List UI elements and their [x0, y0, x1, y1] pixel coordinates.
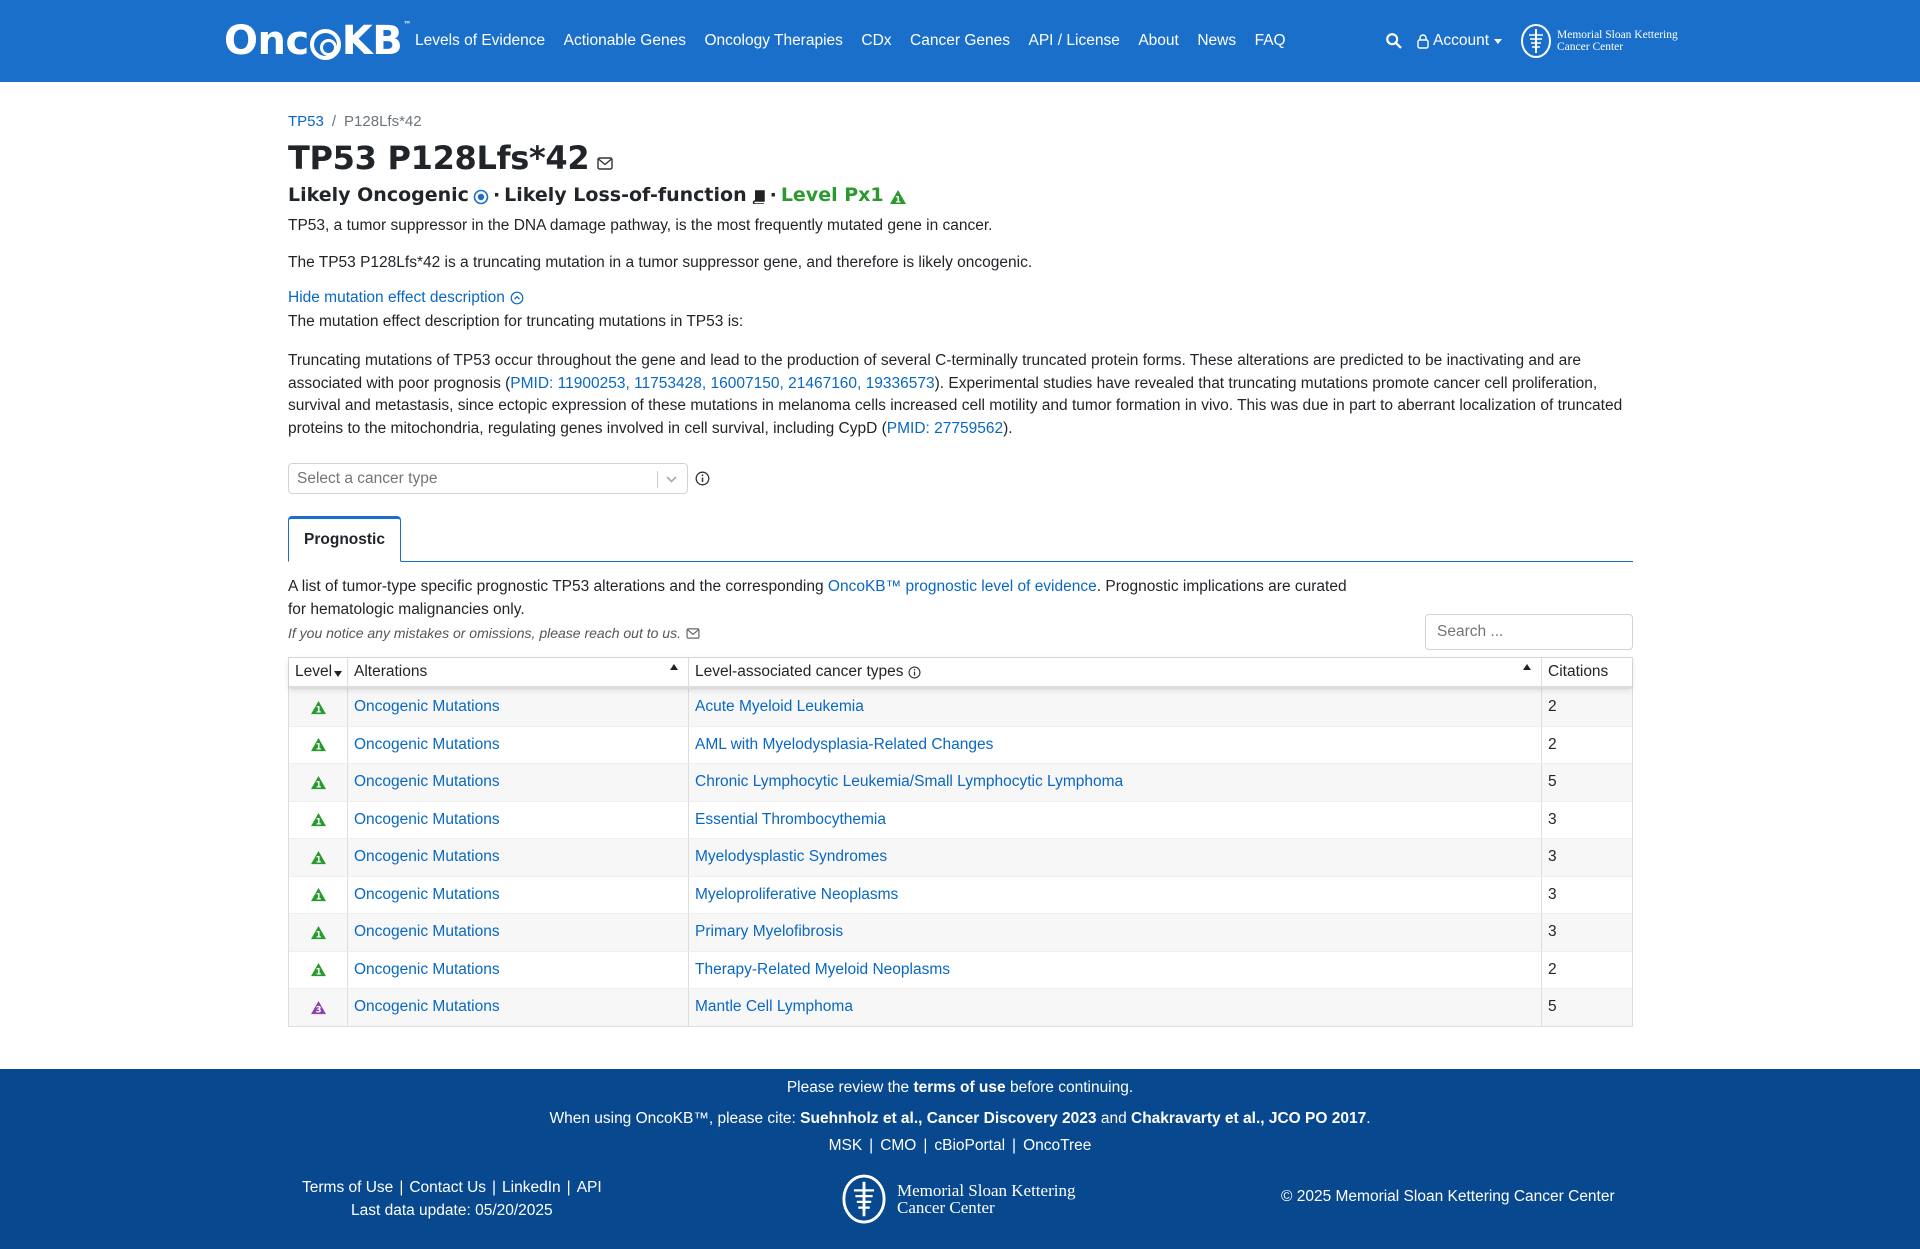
alteration-link[interactable]: Oncogenic Mutations: [354, 848, 500, 866]
level-label: Level Px1: [780, 184, 884, 206]
table-search-input[interactable]: [1425, 614, 1633, 650]
citations-cell[interactable]: 2: [1548, 698, 1557, 716]
alteration-cell: [348, 877, 689, 914]
level-icon: [310, 1000, 327, 1015]
logo-o-icon: [310, 29, 341, 60]
header-level-label: Level: [295, 663, 333, 680]
cancer-type-link[interactable]: Myeloproliferative Neoplasms: [695, 885, 899, 903]
header-alterations-label: Alterations: [354, 663, 428, 680]
alteration-cell: [348, 839, 689, 876]
footer-link-contact[interactable]: Contact Us: [409, 1179, 487, 1196]
nav-actionable-genes[interactable]: Actionable Genes: [563, 32, 686, 49]
alteration-link[interactable]: Oncogenic Mutations: [354, 698, 500, 716]
table-header: [289, 658, 1632, 688]
cancer-type-cell: [689, 689, 1542, 726]
cancer-type-cell: [689, 989, 1542, 1026]
nav-faq[interactable]: FAQ: [1254, 32, 1286, 49]
cancer-type-link[interactable]: Acute Myeloid Leukemia: [695, 698, 864, 716]
cancer-type-cell: [689, 764, 1542, 801]
alteration-link[interactable]: Oncogenic Mutations: [354, 960, 500, 978]
treatment-tabs: [288, 516, 1633, 562]
level-icon: [310, 812, 327, 827]
level-icon: [310, 850, 327, 865]
nav-levels-of-evidence[interactable]: Levels of Evidence: [415, 32, 546, 49]
sort-desc-icon: [334, 671, 342, 677]
citations-cell[interactable]: 3: [1548, 848, 1557, 866]
alteration-link[interactable]: Oncogenic Mutations: [354, 735, 500, 753]
cancer-type-link[interactable]: Mantle Cell Lymphoma: [695, 998, 853, 1016]
level-icon: [310, 737, 327, 752]
mutation-effect-description: [288, 350, 1633, 440]
level-cell: [289, 914, 348, 951]
footer-last-update: Last data update: 05/20/2025: [350, 1202, 553, 1219]
mail-icon-small[interactable]: [686, 628, 700, 639]
footer-link-cbioportal[interactable]: cBioPortal: [934, 1137, 1006, 1154]
nav-oncology-therapies[interactable]: Oncology Therapies: [704, 32, 843, 49]
alteration-cell: [348, 989, 689, 1026]
footer: [0, 1069, 1920, 1249]
logo-text-b: KB: [341, 18, 403, 64]
table-row: [289, 913, 1632, 951]
breadcrumb: [288, 113, 422, 130]
alteration-cell: [348, 914, 689, 951]
footer-left-links: [302, 1176, 602, 1199]
svg-text:1: 1: [315, 929, 321, 940]
prognostic-description: [288, 575, 1358, 621]
cancer-type-link[interactable]: Essential Thrombocythemia: [695, 810, 886, 828]
svg-text:1: 1: [894, 195, 901, 205]
separator-dot-2: ·: [769, 184, 777, 206]
mail-icon[interactable]: [597, 157, 613, 170]
alteration-link[interactable]: Oncogenic Mutations: [354, 885, 500, 903]
alteration-link[interactable]: Oncogenic Mutations: [354, 810, 500, 828]
nav-cdx[interactable]: CDx: [861, 32, 892, 49]
footer-terms-notice: [0, 1079, 1920, 1097]
alteration-cell: [348, 952, 689, 989]
pmid-link-2[interactable]: PMID: 27759562: [886, 419, 1004, 437]
footer-citation: [0, 1110, 1920, 1128]
msk-logo-text: [1557, 29, 1678, 53]
nav-right: [1385, 0, 1678, 82]
cancer-type-cell: [689, 802, 1542, 839]
info-icon[interactable]: [695, 471, 710, 486]
table-row: [289, 988, 1632, 1026]
chevron-up-circle-icon: [510, 291, 524, 305]
breadcrumb-separator: /: [331, 113, 337, 130]
variant-summary: The TP53 P128Lfs*42 is a truncating mutation in a tumor suppressor gene, and therefore is likely oncogenic.: [288, 254, 1033, 271]
header-cancer-types-label: Level-associated cancer types: [695, 663, 904, 680]
level-cell: [289, 839, 348, 876]
nav-news[interactable]: News: [1197, 32, 1237, 49]
cancer-type-placeholder: Select a cancer type: [297, 469, 438, 487]
footer-cite-paper-2[interactable]: Chakravarty et al., JCO PO 2017: [1131, 1110, 1367, 1127]
citations-cell[interactable]: 3: [1548, 810, 1557, 828]
select-divider: [657, 471, 658, 488]
oncogenicity-label: Likely Oncogenic: [288, 184, 469, 206]
header-citations[interactable]: [1542, 658, 1632, 686]
nav-links: [415, 0, 1304, 82]
gene-summary: TP53, a tumor suppressor in the DNA damage pathway, is the most frequently mutated gene in cancer.: [288, 217, 993, 234]
account-label: Account: [1433, 32, 1490, 49]
mutation-effect-part3: ).: [1003, 419, 1013, 437]
prognostic-level-link[interactable]: OncoKB™ prognostic level of evidence: [827, 578, 1097, 595]
level-icon: [310, 775, 327, 790]
footer-sep: |: [566, 1179, 571, 1196]
level-icon: [310, 925, 327, 940]
cancer-type-link[interactable]: AML with Myelodysplasia-Related Changes: [695, 735, 994, 753]
svg-text:1: 1: [315, 816, 321, 827]
feedback-notice: [288, 625, 700, 641]
prognostic-desc-b: . Prognostic implications are curated for hematologic malignancies only.: [288, 578, 1347, 618]
footer-link-msk[interactable]: MSK: [828, 1137, 863, 1154]
level-cell: [289, 877, 348, 914]
citations-cell[interactable]: 3: [1548, 885, 1557, 903]
cancer-type-link[interactable]: Myelodysplastic Syndromes: [695, 848, 888, 866]
level-cell: [289, 727, 348, 764]
mutation-effect-intro: The mutation effect description for truncating mutations in TP53 is:: [288, 313, 744, 330]
alteration-cell: [348, 689, 689, 726]
cancer-type-select[interactable]: [288, 463, 688, 494]
prognostic-table: [288, 657, 1633, 1027]
table-row: [289, 838, 1632, 876]
header-cancer-types[interactable]: [689, 658, 1542, 686]
header-level[interactable]: [289, 658, 348, 686]
citations-cell[interactable]: 5: [1548, 773, 1557, 791]
footer-sep: |: [1012, 1137, 1017, 1154]
cancer-type-link[interactable]: Chronic Lymphocytic Leukemia/Small Lymphocytic Lymphoma: [695, 773, 1124, 791]
svg-text:1: 1: [315, 891, 321, 902]
info-icon-header[interactable]: [908, 666, 921, 679]
cancer-type-cell: [689, 839, 1542, 876]
nav-api-license[interactable]: API / License: [1028, 32, 1120, 49]
book-icon[interactable]: [752, 190, 766, 204]
svg-text:1: 1: [315, 966, 321, 977]
sort-asc-icon: [670, 664, 678, 670]
breadcrumb-current: P128Lfs*42: [344, 113, 422, 130]
level-cell: [289, 689, 348, 726]
table-row: [289, 801, 1632, 839]
prognostic-desc-a: A list of tumor-type specific prognostic TP53 alterations and the corresponding: [288, 578, 828, 595]
svg-text:1: 1: [315, 741, 321, 752]
footer-external-links: [0, 1137, 1920, 1155]
nav-cancer-genes[interactable]: Cancer Genes: [910, 32, 1010, 49]
footer-link-linkedin[interactable]: LinkedIn: [502, 1179, 561, 1196]
level-cell: [289, 989, 348, 1026]
footer-sep: |: [923, 1137, 928, 1154]
msk-logo[interactable]: [1520, 23, 1678, 59]
oncokb-logo[interactable]: [224, 20, 411, 62]
footer-sep: |: [869, 1137, 874, 1154]
svg-text:1: 1: [315, 704, 321, 715]
lock-icon: [1417, 34, 1429, 49]
msk-emblem-icon: [841, 1173, 887, 1225]
citations-cell[interactable]: 5: [1548, 998, 1557, 1016]
cancer-type-link[interactable]: Primary Myelofibrosis: [695, 923, 844, 941]
citations-cell[interactable]: 2: [1548, 735, 1557, 753]
logo-text-a: Onc: [224, 18, 309, 64]
alteration-cell: [348, 802, 689, 839]
feedback-notice-text: If you notice any mistakes or omissions, please reach out to us.: [288, 625, 681, 641]
footer-sep: |: [492, 1179, 497, 1196]
alteration-link[interactable]: Oncogenic Mutations: [354, 923, 500, 941]
breadcrumb-gene-link[interactable]: TP53: [288, 113, 324, 130]
level-px1-icon: [889, 189, 907, 205]
footer-msk-line2: Cancer Center: [897, 1198, 995, 1217]
sort-asc-icon: [1523, 664, 1531, 670]
hide-mutation-effect-link[interactable]: Hide mutation effect description: [288, 289, 505, 306]
page-title: [288, 139, 613, 177]
level-icon: [310, 887, 327, 902]
page-title-text: TP53 P128Lfs*42: [288, 139, 590, 177]
nav-about[interactable]: About: [1138, 32, 1179, 49]
footer-terms-link[interactable]: terms of use: [913, 1079, 1006, 1096]
footer-link-api[interactable]: API: [576, 1179, 602, 1196]
footer-left: [302, 1176, 602, 1222]
alteration-link[interactable]: Oncogenic Mutations: [354, 773, 500, 791]
cancer-type-cell: [689, 914, 1542, 951]
svg-text:1: 1: [315, 854, 321, 865]
footer-cite-paper-1[interactable]: Suehnholz et al., Cancer Discovery 2023: [800, 1110, 1097, 1127]
citations-cell[interactable]: 2: [1548, 960, 1557, 978]
alteration-cell: [348, 727, 689, 764]
mutation-effect-part2: ). Experimental studies have revealed that truncating mutations promote cancer cell proliferation, survival and metastasis, since ectopic expression of these mutations in melanoma cells increased cell motility and tumor formation in vivo. This was due in part to aberrant localization of truncated proteins to the mitochondria, regulating genes involved in cell survival, including CypD (: [288, 374, 1623, 437]
level-icon: [310, 700, 327, 715]
footer-msk-logo[interactable]: [841, 1173, 1075, 1225]
account-dropdown[interactable]: [1417, 32, 1502, 50]
msk-emblem-icon: [1520, 23, 1552, 59]
footer-cite-and: and: [1096, 1110, 1132, 1127]
table-row: [289, 951, 1632, 989]
pmid-link-1[interactable]: PMID: 11900253, 11753428, 16007150, 21467160, 19336573: [510, 374, 935, 392]
header-citations-label: Citations: [1548, 663, 1609, 680]
top-navbar: [0, 0, 1920, 82]
footer-cite-end: .: [1366, 1110, 1371, 1127]
search-icon[interactable]: [1385, 32, 1403, 50]
caret-down-icon: [1494, 39, 1502, 44]
logo-tm: ™: [403, 20, 411, 29]
table-row: [289, 876, 1632, 914]
svg-text:1: 1: [315, 779, 321, 790]
mutation-effect-label: Likely Loss-of-function: [504, 184, 747, 206]
footer-copyright: © 2025 Memorial Sloan Kettering Cancer Center: [1281, 1188, 1615, 1205]
cancer-type-cell: [689, 952, 1542, 989]
alteration-cell: [348, 764, 689, 801]
footer-sep: |: [399, 1179, 404, 1196]
citations-cell[interactable]: 3: [1548, 923, 1557, 941]
table-body: [289, 688, 1632, 1026]
table-row: [289, 688, 1632, 726]
tab-prognostic[interactable]: Prognostic: [288, 516, 401, 562]
variant-annotation-summary: [288, 184, 907, 206]
footer-link-oncotree[interactable]: OncoTree: [1023, 1137, 1092, 1154]
footer-link-terms[interactable]: Terms of Use: [302, 1179, 394, 1196]
level-cell: [289, 802, 348, 839]
msk-line1: Memorial Sloan Kettering: [1557, 29, 1678, 41]
footer-msk-line1: Memorial Sloan Kettering: [897, 1181, 1076, 1200]
separator-dot: ·: [492, 184, 501, 206]
table-row: [289, 763, 1632, 801]
cancer-type-cell: [689, 877, 1542, 914]
svg-text:3: 3: [315, 1004, 321, 1015]
cancer-type-cell: [689, 727, 1542, 764]
msk-line2: Cancer Center: [1557, 41, 1624, 53]
chevron-down-icon[interactable]: [665, 473, 678, 485]
header-alterations[interactable]: [348, 658, 689, 686]
level-icon: [310, 962, 327, 977]
footer-link-cmo[interactable]: CMO: [880, 1137, 917, 1154]
table-row: [289, 726, 1632, 764]
cancer-type-link[interactable]: Therapy-Related Myeloid Neoplasms: [695, 960, 951, 978]
level-cell: [289, 764, 348, 801]
alteration-link[interactable]: Oncogenic Mutations: [354, 998, 500, 1016]
footer-cite-a: When using OncoKB™, please cite:: [549, 1110, 801, 1127]
footer-review-a: Please review the: [786, 1079, 914, 1096]
mutation-effect-part1: Truncating mutations of TP53 occur throughout the gene and lead to the production of several C-terminally truncated protein forms. These alterations are predicted to be inactivating and are associated with poor prognosis (: [288, 352, 1581, 392]
hide-mutation-effect-toggle[interactable]: [288, 289, 524, 307]
oncogenic-icon: [473, 189, 489, 205]
level-cell: [289, 952, 348, 989]
footer-msk-text: [897, 1182, 1075, 1216]
footer-review-b: before continuing.: [1005, 1079, 1134, 1096]
